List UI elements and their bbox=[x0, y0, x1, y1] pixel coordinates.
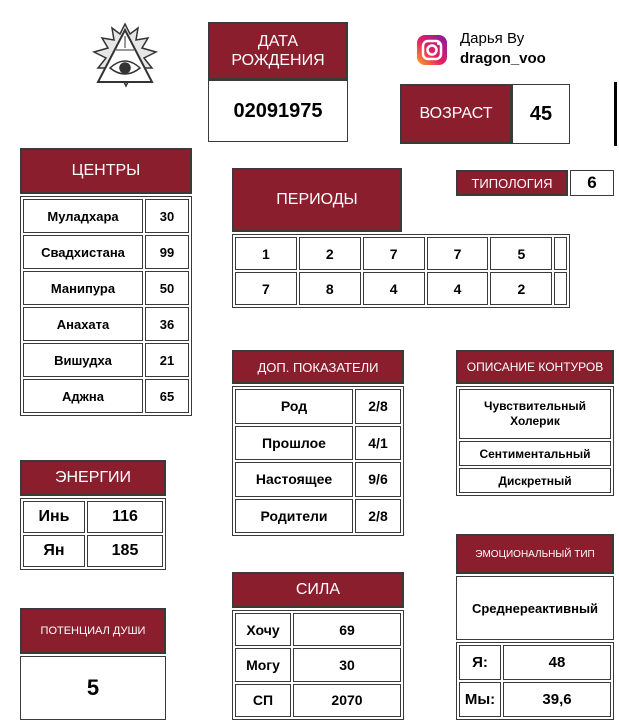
emotional-type: Среднереактивный bbox=[456, 576, 614, 640]
extra-table bbox=[232, 386, 404, 536]
divider bbox=[614, 82, 617, 146]
table-row: Ян 185 bbox=[23, 535, 163, 567]
table-row: Манипура 50 bbox=[23, 271, 189, 305]
table-row: Инь 116 bbox=[23, 501, 163, 533]
table-row: Настоящее 9/6 bbox=[235, 462, 401, 497]
birth-date-label: ДАТА РОЖДЕНИЯ bbox=[231, 33, 325, 69]
extra-header: ДОП. ПОКАЗАТЕЛИ bbox=[232, 350, 404, 384]
table-row: Муладхара 30 bbox=[23, 199, 189, 233]
contours-header: ОПИСАНИЕ КОНТУРОВ bbox=[456, 350, 614, 384]
energies-header: ЭНЕРГИИ bbox=[20, 460, 166, 496]
table-row: 1 2 7 7 5 bbox=[235, 237, 567, 270]
typology-value: 6 bbox=[570, 170, 614, 196]
strength-header: СИЛА bbox=[232, 572, 404, 608]
table-row: Свадхистана 99 bbox=[23, 235, 189, 269]
birth-date-header bbox=[208, 22, 348, 80]
soul-value: 5 bbox=[20, 656, 166, 720]
table-row: Хочу 69 bbox=[235, 613, 401, 646]
profile bbox=[416, 30, 586, 70]
age-value: 45 bbox=[512, 84, 570, 144]
table-row: СП 2070 bbox=[235, 684, 401, 717]
centers-table bbox=[20, 196, 192, 416]
table-row: Род 2/8 bbox=[235, 389, 401, 424]
table-row: Прошлое 4/1 bbox=[235, 426, 401, 461]
table-row: Сентиментальный bbox=[459, 441, 611, 466]
table-row: Вишудха 21 bbox=[23, 343, 189, 377]
age-label: ВОЗРАСТ bbox=[400, 84, 512, 144]
table-row: Я: 48 bbox=[459, 645, 611, 680]
periods-header: ПЕРИОДЫ bbox=[232, 168, 402, 232]
all-seeing-eye-icon bbox=[86, 20, 164, 98]
typology-label: ТИПОЛОГИЯ bbox=[456, 170, 568, 196]
profile-handle[interactable]: dragon_voo bbox=[460, 50, 546, 67]
centers-header: ЦЕНТРЫ bbox=[20, 148, 192, 194]
logo bbox=[86, 20, 164, 98]
contours-table bbox=[456, 386, 614, 496]
profile-name: Дарья Ву bbox=[460, 30, 525, 47]
table-row: Чувствительный Холерик bbox=[459, 389, 611, 439]
table-row: 7 8 4 4 2 bbox=[235, 272, 567, 305]
energies-table bbox=[20, 498, 166, 570]
table-row: Могу 30 bbox=[235, 648, 401, 681]
strength-table bbox=[232, 610, 404, 720]
table-row: Мы: 39,6 bbox=[459, 682, 611, 717]
table-row: Родители 2/8 bbox=[235, 499, 401, 534]
soul-header: ПОТЕНЦИАЛ ДУШИ bbox=[20, 608, 166, 654]
birth-date-value: 02091975 bbox=[208, 80, 348, 142]
emotional-table bbox=[456, 642, 614, 720]
instagram-icon[interactable] bbox=[416, 34, 448, 66]
emotional-header: ЭМОЦИОНАЛЬНЫЙ ТИП bbox=[456, 534, 614, 574]
table-row: Анахата 36 bbox=[23, 307, 189, 341]
periods-table bbox=[232, 234, 570, 308]
table-row: Аджна 65 bbox=[23, 379, 189, 413]
table-row: Дискретный bbox=[459, 468, 611, 493]
